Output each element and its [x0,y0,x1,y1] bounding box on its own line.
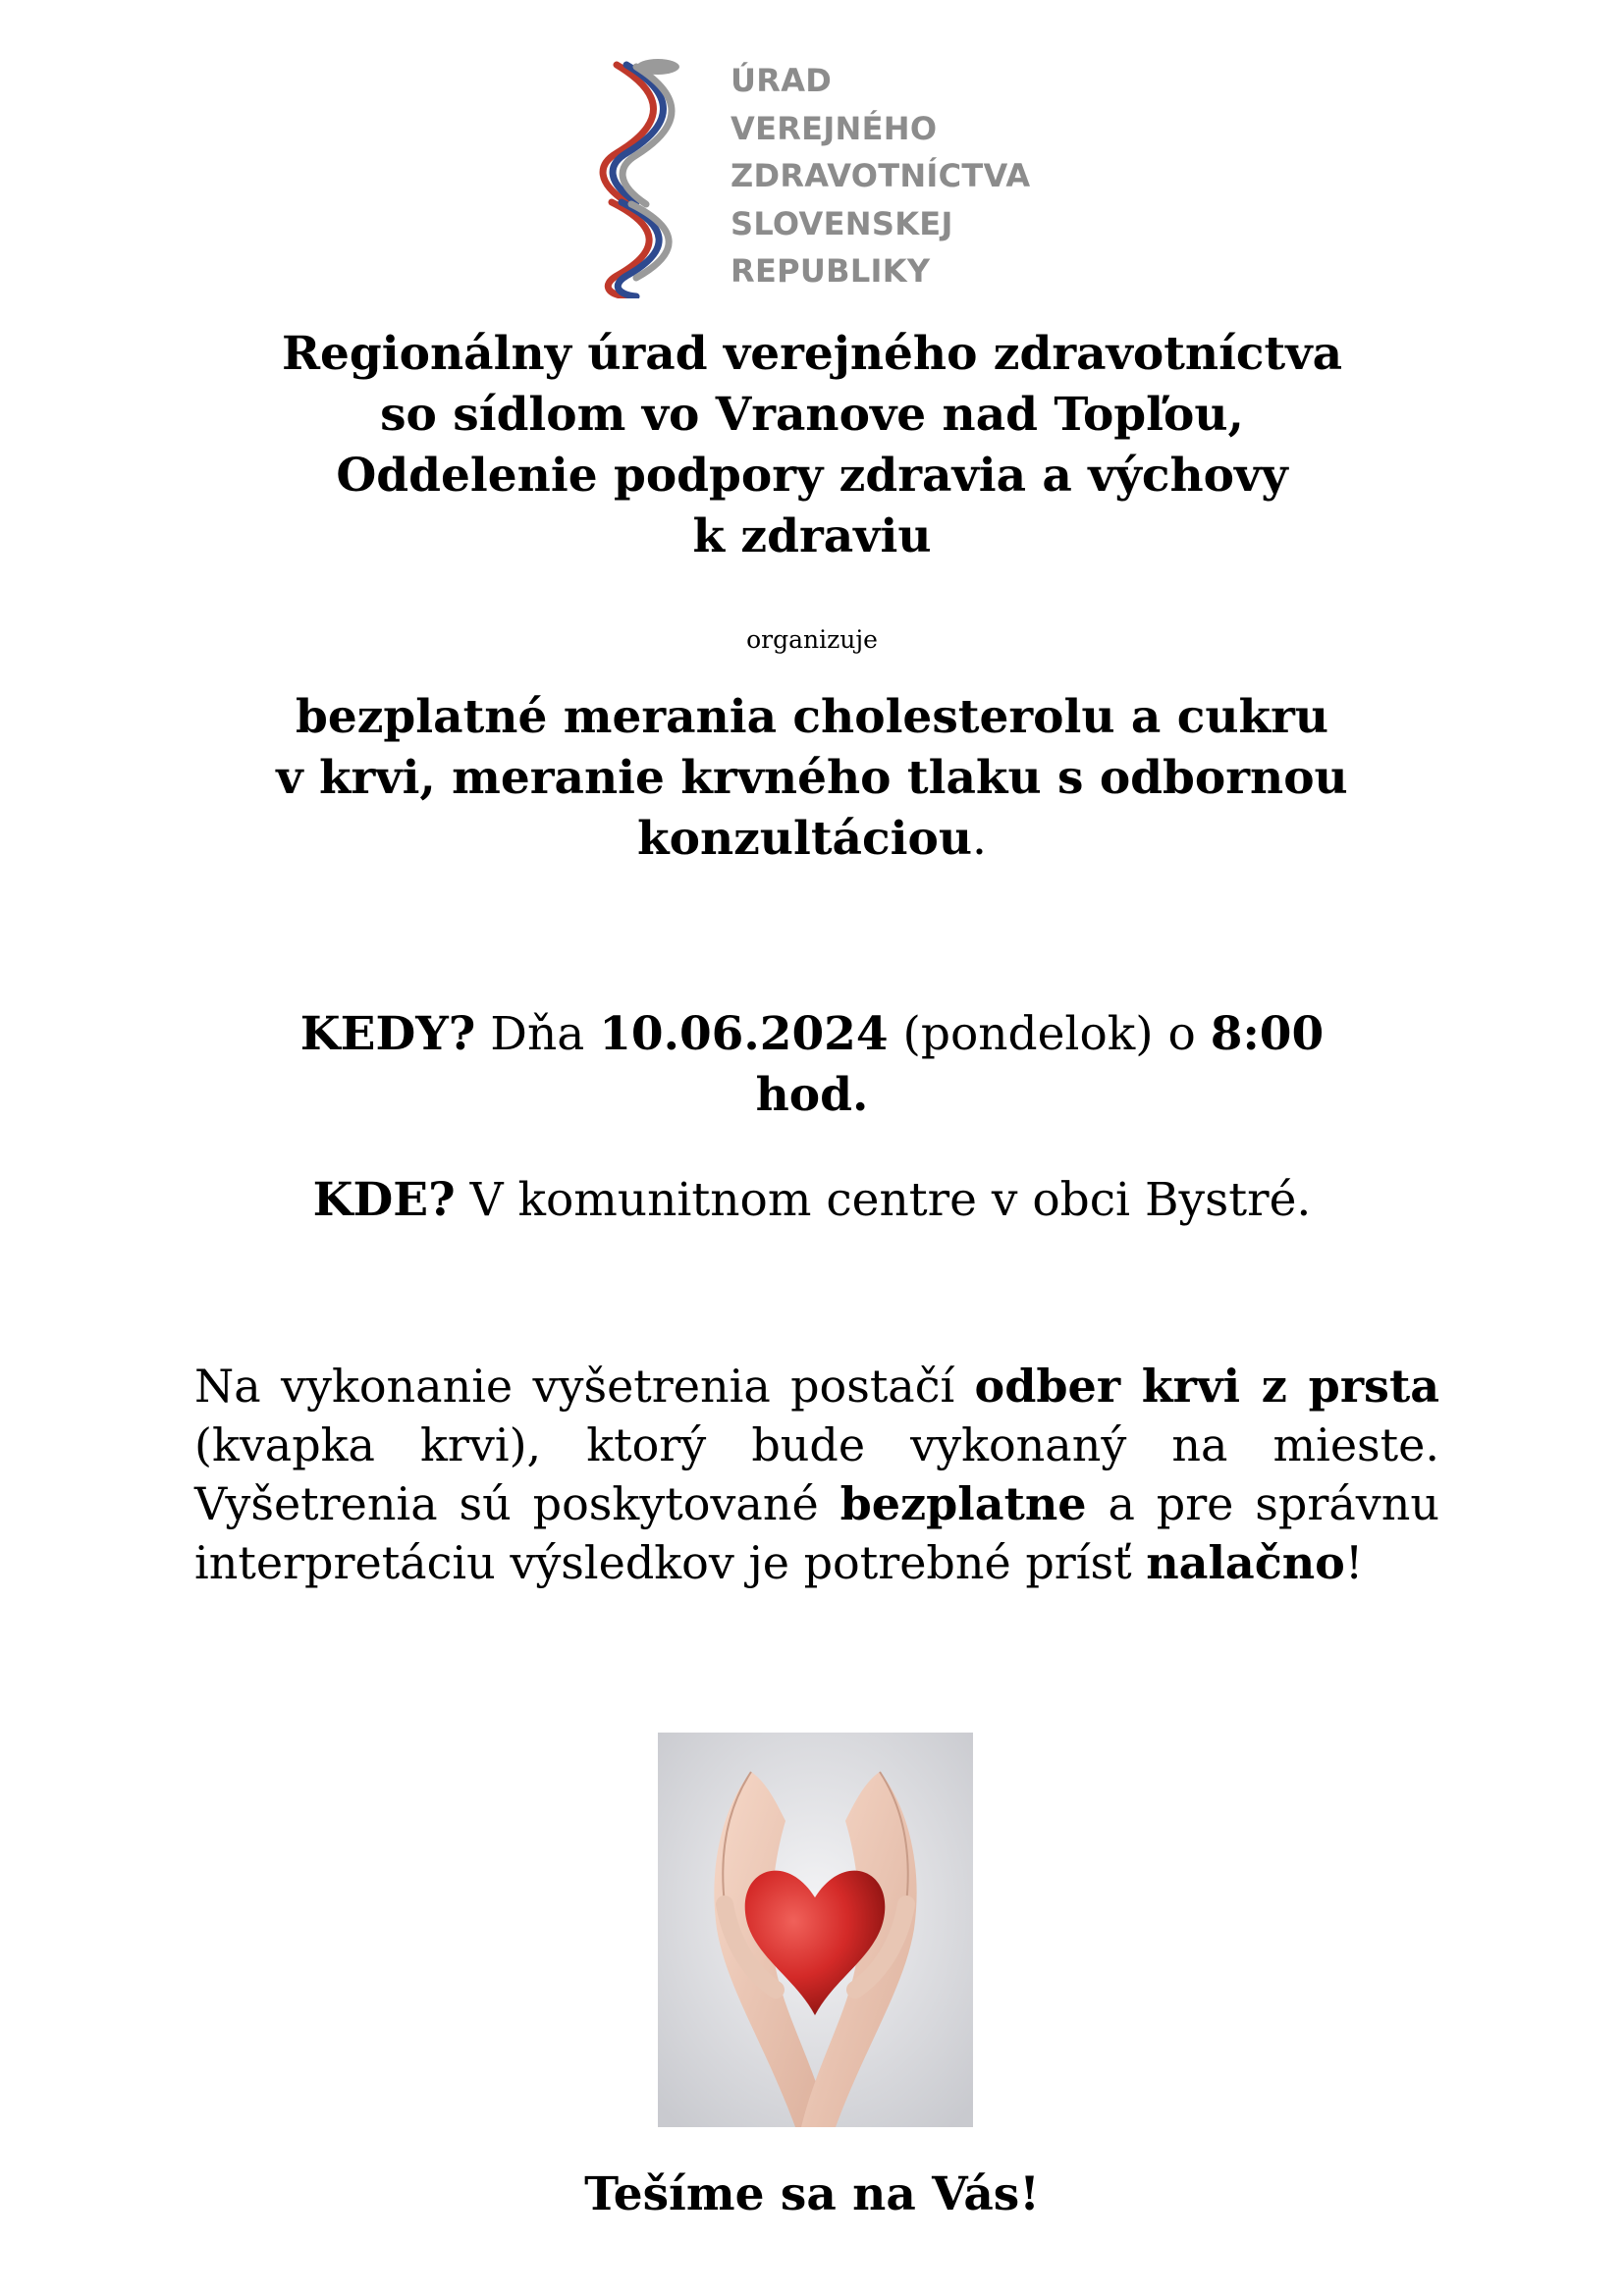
logo-line: REPUBLIKY [731,252,931,290]
event-weekday: (pondelok) o [902,1007,1196,1061]
where-text: V komunitnom centre v obci Bystré. [469,1173,1312,1227]
headline-line: bezplatné merania cholesterolu a cukru [295,690,1329,744]
dna-helix-logo-icon [597,55,685,298]
organizer-line: Regionálny úrad verejného zdravotníctva [281,327,1343,381]
organizuje-label: organizuje [746,625,878,654]
info-text: ! [1344,1536,1364,1589]
headline-line-text: konzultáciou [637,812,972,866]
event-where [0,1170,1624,1231]
headline-line: v krvi, meranie krvného tlaku s odbornou [276,751,1348,805]
organizer-line: so sídlom vo Vranove nad Topľou, [380,388,1244,442]
info-emphasis: odber krvi z prsta [974,1360,1440,1413]
logo-line: VEREJNÉHO [731,109,938,147]
event-headline [0,687,1624,870]
closing-message: Tešíme sa na Vás! [584,2167,1040,2221]
event-date: 10.06.2024 [599,1007,889,1061]
logo-line: ZDRAVOTNÍCTVA [731,157,1031,194]
info-text: Na vykonanie vyšetrenia postačí [194,1360,955,1413]
info-text: (kvapka krvi), ktorý bude vykonaný na mieste. Vyšetrenia sú poskytované [194,1418,1439,1530]
uvz-logo [597,55,1049,298]
info-paragraph [194,1357,1439,1592]
logo-line: SLOVENSKEJ [731,204,953,242]
organizer-line: Oddelenie podpory zdravia a výchovy [336,449,1288,503]
hands-holding-heart-icon [658,1733,973,2127]
logo-line: ÚRAD [731,62,833,99]
headline-line [0,809,1624,870]
when-prefix: Dňa [490,1007,585,1061]
info-emphasis: bezplatne [839,1477,1087,1530]
organizer-line: k zdraviu [692,509,932,563]
event-when [0,1004,1624,1126]
headline-period: . [972,812,987,866]
logo-text [731,57,1031,295]
where-label: KDE? [312,1173,456,1227]
when-line [0,1004,1624,1065]
info-emphasis: nalačno [1146,1536,1345,1589]
event-time: 8:00 [1210,1007,1325,1061]
time-unit: hod. [755,1068,869,1122]
info-text: a pre správnu interpretáciu výsledkov je potrebné prísť [194,1477,1439,1589]
organizer-heading [0,324,1624,567]
when-label: KEDY? [299,1007,476,1061]
